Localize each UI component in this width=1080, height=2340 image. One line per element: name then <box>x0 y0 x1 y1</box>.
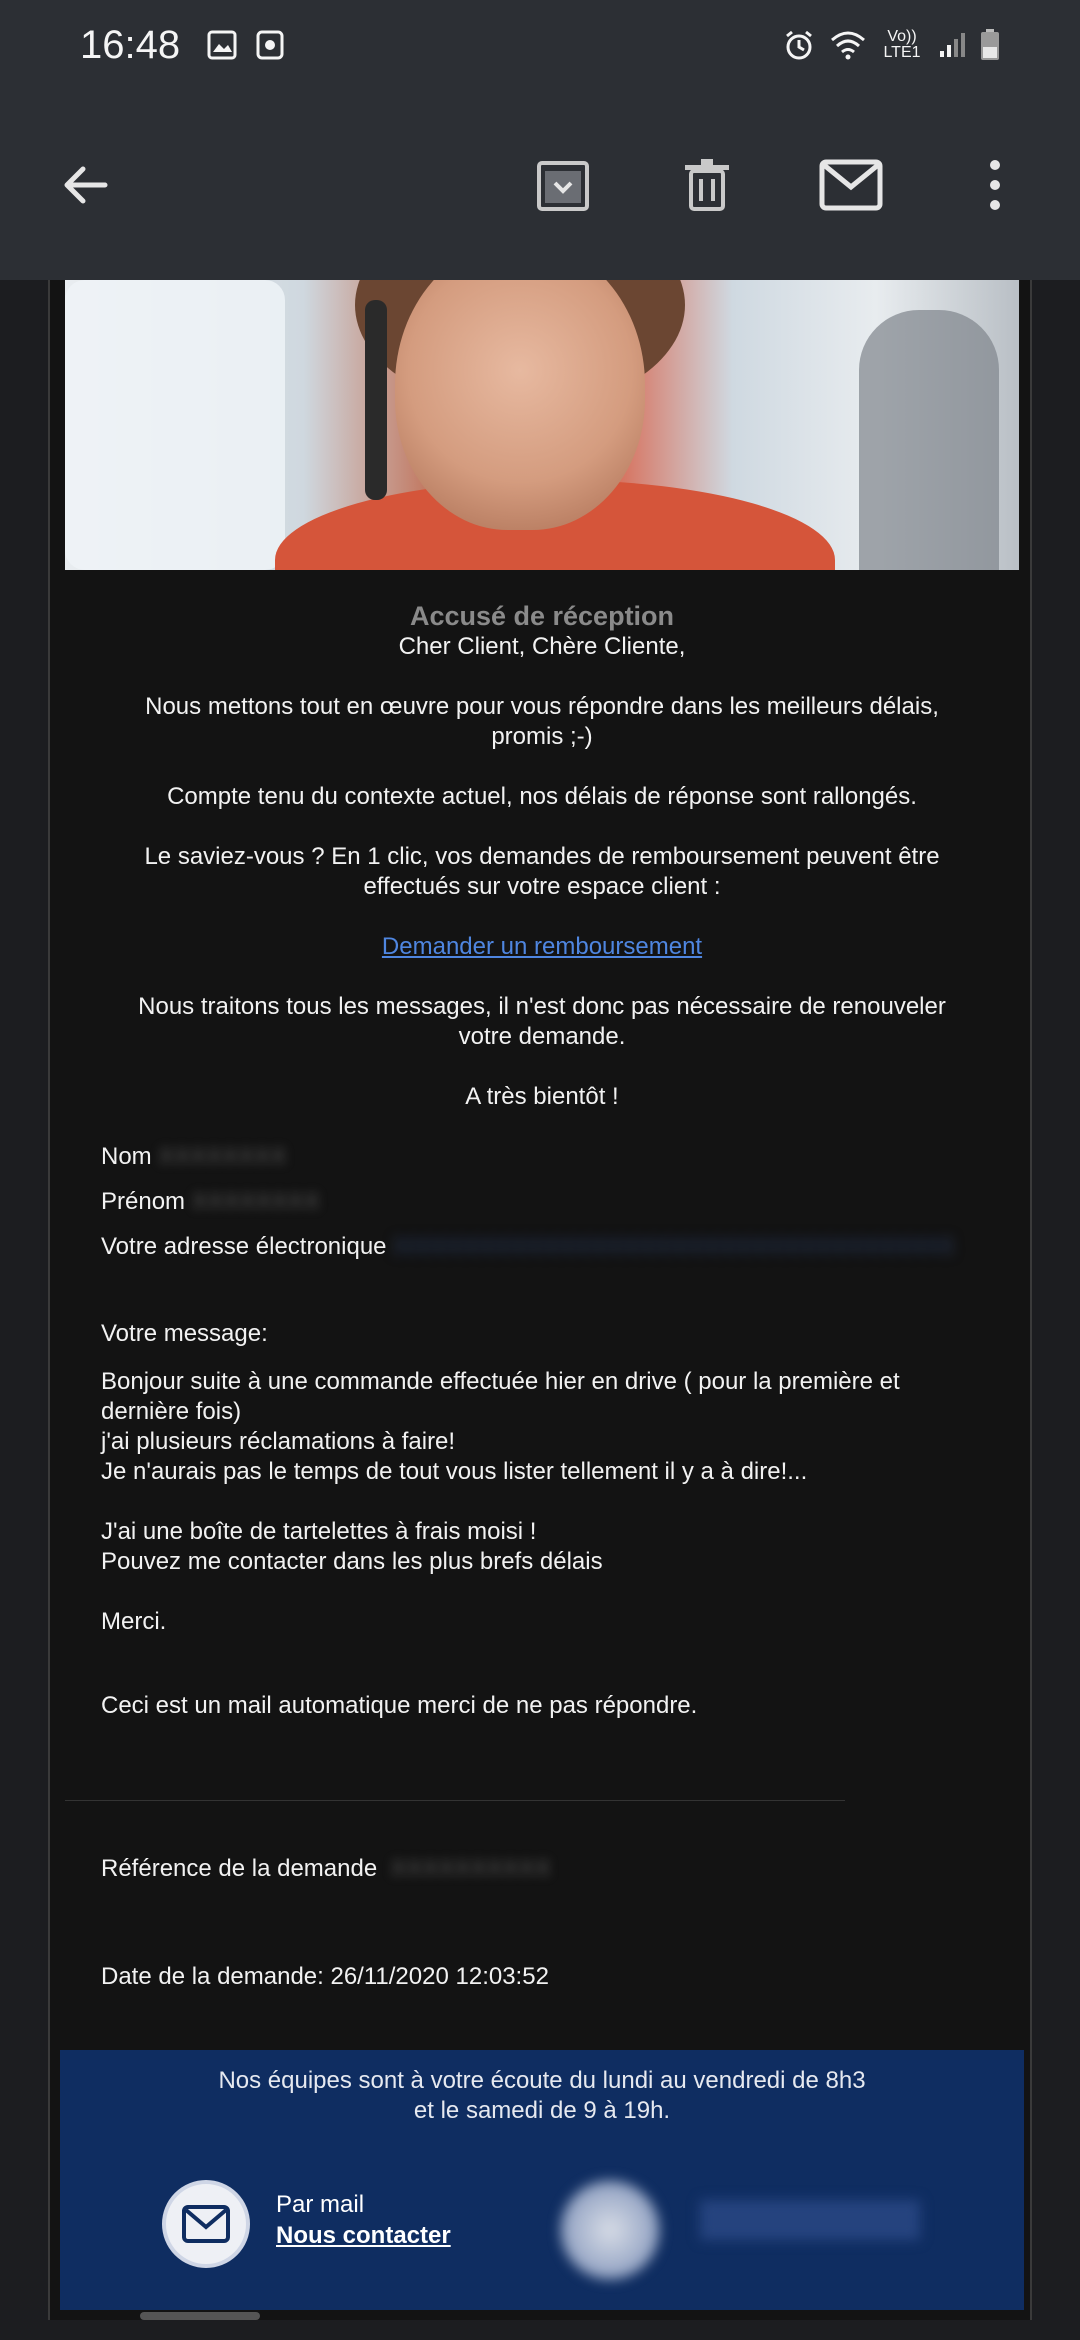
email-paragraph-3: Le saviez-vous ? En 1 clic, vos demandes de remboursement peuvent être effectués sur votre espace client : <box>144 843 940 900</box>
status-right-icons <box>782 28 1000 62</box>
hero-face <box>395 280 645 530</box>
contact-us-link[interactable]: Nous contacter <box>276 2222 451 2249</box>
gallery-notification-icon <box>206 29 238 61</box>
date-row <box>50 1962 549 1992</box>
thanks-text: Merci. <box>101 1608 167 1635</box>
email-paragraph-4: Nous traitons tous les messages, il n'est donc pas nécessaire de renouveler votre demande. <box>138 993 946 1050</box>
more-options-button[interactable] <box>950 140 1040 230</box>
prenom-value-redacted: XXXXXXXX <box>185 1188 320 1215</box>
network-label: Vo)) LTE1 <box>883 28 921 61</box>
footer-hours-line-1: Nos équipes sont à votre écoute du lundi au vendredi de 8h3 <box>218 2067 866 2094</box>
reference-value-redacted: XXXXXXXXXX <box>383 1855 551 1882</box>
signal-icon <box>938 31 966 59</box>
footer-hours <box>60 2050 1024 2126</box>
phone-contact-button-blurred[interactable] <box>560 2180 660 2280</box>
message-line: dernière fois) <box>101 1398 242 1425</box>
nom-label: Nom <box>101 1143 152 1170</box>
hero-window-blur <box>65 280 285 570</box>
mark-unread-button[interactable] <box>806 140 896 230</box>
arrow-left-icon <box>57 157 113 213</box>
footer-band <box>60 2050 1024 2310</box>
message-line: Je n'aurais pas le temps de tout vous lister tellement il y a à dire!... <box>101 1458 808 1485</box>
alarm-icon <box>782 28 816 62</box>
email-app-bar <box>0 90 1080 280</box>
reference-row <box>50 1854 551 1884</box>
back-button[interactable] <box>40 140 130 230</box>
wifi-icon <box>830 30 866 60</box>
message-label: Votre message: <box>101 1320 268 1347</box>
message-block-2 <box>101 1517 1034 1577</box>
message-block-1 <box>101 1367 1034 1487</box>
hero-headset <box>365 300 387 500</box>
archive-icon <box>533 155 593 215</box>
email-content <box>50 600 1034 1721</box>
phone-contact-text-blurred <box>700 2200 920 2240</box>
message-line: j'ai plusieurs réclamations à faire! <box>101 1428 456 1455</box>
mail-contact-button[interactable] <box>162 2180 250 2268</box>
trash-icon <box>677 155 737 215</box>
auto-note: Ceci est un mail automatique merci de ne pas répondre. <box>101 1692 698 1719</box>
form-summary <box>50 1134 1034 1721</box>
email-row <box>101 1224 1034 1269</box>
reference-label: Référence de la demande <box>101 1855 378 1882</box>
refund-link-row <box>50 932 1034 962</box>
home-indicator <box>140 2312 260 2320</box>
nom-row <box>101 1134 1034 1179</box>
more-vertical-icon <box>985 155 1005 215</box>
message-line: Pouvez me contacter dans les plus brefs délais <box>101 1548 603 1575</box>
battery-icon <box>980 29 1000 61</box>
email-body <box>48 280 1032 2320</box>
footer-hours-line-2: et le samedi de 9 à 19h. <box>413 2097 671 2124</box>
email-value-redacted: XXXXXXXXXXXXXXXXXXXXXXXXXXXXXXXXXXX <box>386 1233 954 1260</box>
email-paragraph-2: Compte tenu du contexte actuel, nos délais de réponse sont rallongés. <box>167 783 917 810</box>
message-line: Bonjour suite à une commande effectuée hier en drive ( pour la première et <box>101 1368 900 1395</box>
email-greeting: Cher Client, Chère Cliente, <box>398 633 686 660</box>
divider <box>65 1800 845 1801</box>
envelope-icon <box>182 2205 230 2243</box>
email-paragraph-5: A très bientôt ! <box>465 1083 619 1110</box>
message-line: J'ai une boîte de tartelettes à frais moisi ! <box>101 1518 537 1545</box>
prenom-label: Prénom <box>101 1188 186 1215</box>
nom-value-redacted: XXXXXXXX <box>151 1143 287 1170</box>
hero-background-person <box>859 310 999 570</box>
refund-link[interactable]: Demander un remboursement <box>381 933 703 960</box>
email-paragraph-1: Nous mettons tout en œuvre pour vous répondre dans les meilleurs délais, promis ;-) <box>145 693 939 750</box>
envelope-icon <box>819 159 883 211</box>
screen-record-icon <box>254 29 286 61</box>
status-time: 16:48 <box>80 22 181 67</box>
date-label: Date de la demande: 26/11/2020 12:03:52 <box>101 1963 549 1990</box>
status-bar <box>0 0 1080 90</box>
prenom-row <box>101 1179 1034 1224</box>
archive-button[interactable] <box>518 140 608 230</box>
mail-label: Par mail <box>276 2191 365 2218</box>
hero-image <box>65 280 1019 570</box>
delete-button[interactable] <box>662 140 752 230</box>
email-title: Accusé de réception <box>409 601 675 631</box>
email-address-label: Votre adresse électronique <box>101 1233 387 1260</box>
